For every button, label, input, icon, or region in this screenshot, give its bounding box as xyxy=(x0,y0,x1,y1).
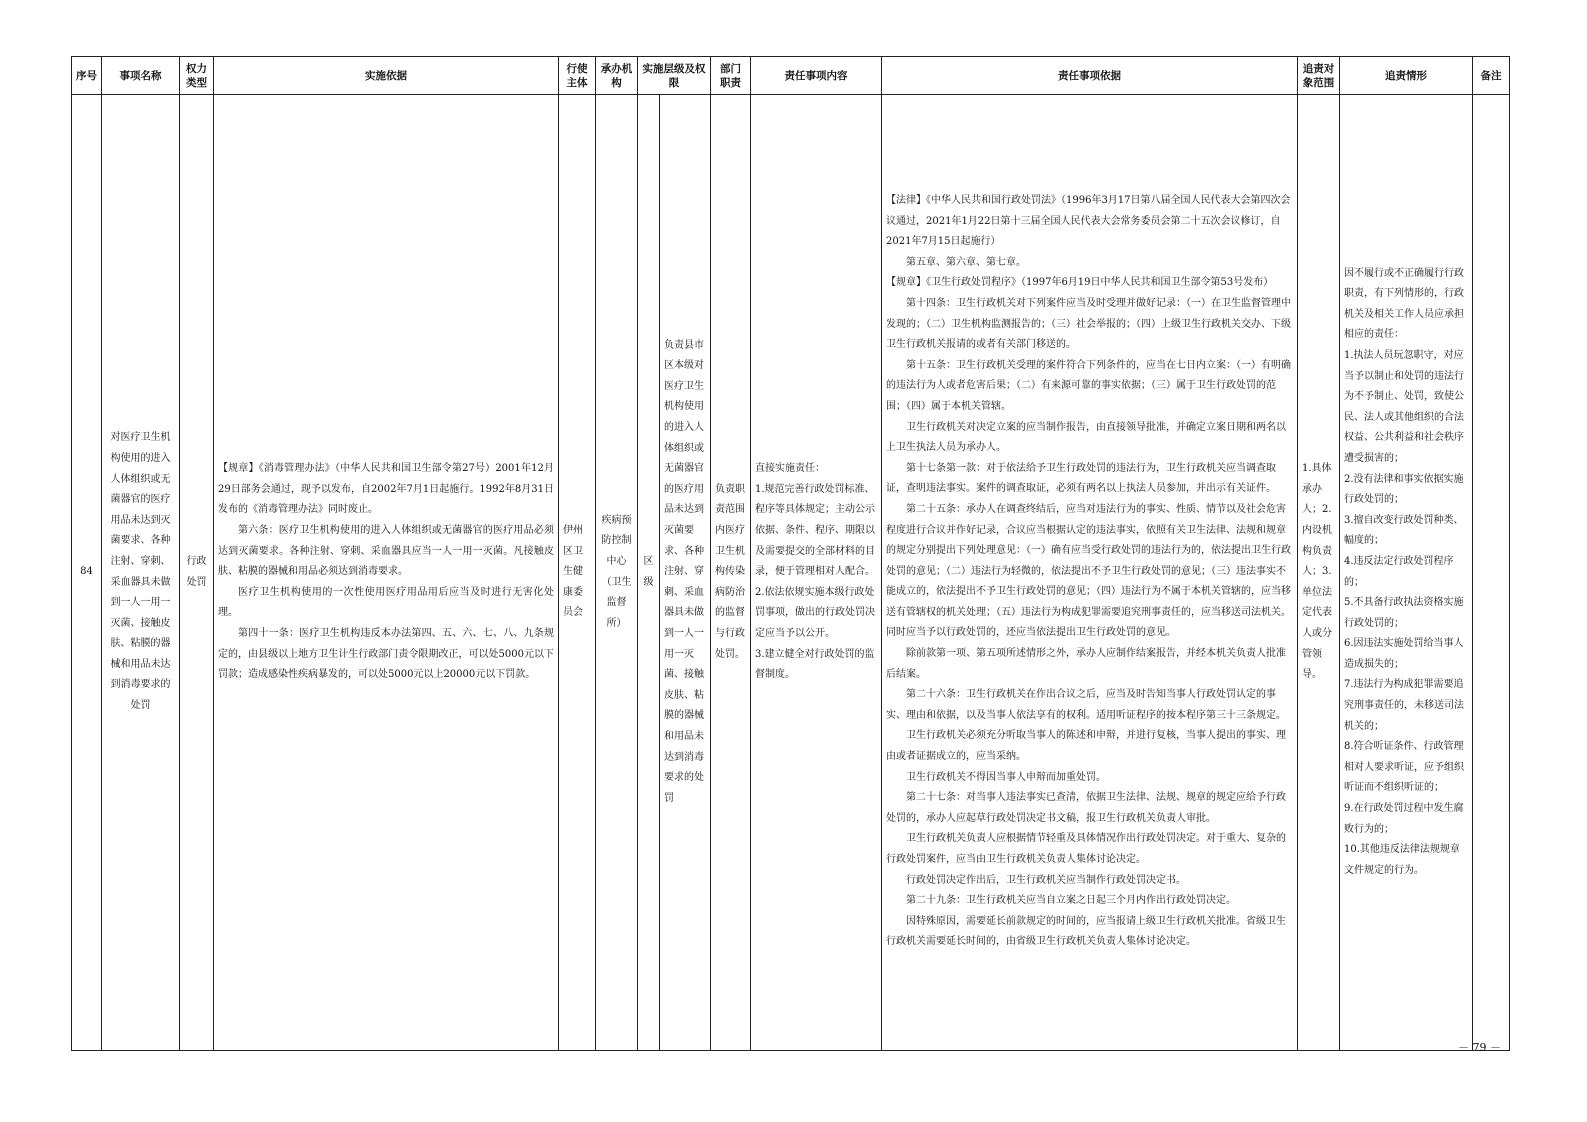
header-row xyxy=(72,57,1510,95)
situation-line: 7.违法行为构成犯罪需要追究刑事责任的，未移送司法机关的； xyxy=(1344,679,1464,732)
resp-basis-paragraph: 第二十七条：对当事人违法事实已查清，依据卫生法律、法规、规章的规定应给予行政处罚的，承办人应起草行政处罚决定书文稿，报卫生行政机关负责人审批。 xyxy=(886,792,1286,824)
header-resp-basis: 责任事项依据 xyxy=(882,57,1298,95)
cell-dept-duty: 负责职责范围内医疗卫生机构传染病防治的监督与行政处罚。 xyxy=(711,95,751,1051)
cell-handler: 疾病预防控制中心（卫生监督所） xyxy=(596,95,638,1051)
situation-line: 4.违反法定行政处罚程序的； xyxy=(1344,555,1454,588)
basis-paragraph: 医疗卫生机构使用的一次性使用医疗用品用后应当及时进行无害化处理。 xyxy=(218,586,554,619)
cell-resp-content xyxy=(751,95,882,1051)
resp-basis-paragraph: 【规章】《卫生行政处罚程序》（1997年6月19日中华人民共和国卫生部令第53号发布） xyxy=(886,277,1274,289)
resp-basis-paragraph: 第十四条：卫生行政机关对下列案件应当及时受理并做好记录：（一）在卫生监督管理中发现的；（二）卫生机构监测报告的；（三）社会举报的；（四）上级卫生行政机关交办、下级卫生行政机关报请的或者有关部门移送的。 xyxy=(886,297,1291,351)
cell-level-desc: 负责县市区本级对医疗卫生机构使用的进入人体组织或无菌器官的医疗用品未达到灭菌要求、各种注射、穿刺、采血器具未做到一人一用一灭菌、接触皮肤、粘膜的器械和用品未达到消毒要求的处罚 xyxy=(660,95,711,1051)
header-situation: 追责情形 xyxy=(1340,57,1473,95)
resp-basis-paragraph: 第十五条：卫生行政机关受理的案件符合下列条件的，应当在七日内立案：（一）有明确的违法行为人或者危害后果；（二）有来源可靠的事实依据；（三）属于卫生行政处罚的范围；（四）属于本机关管辖。 xyxy=(886,359,1291,412)
basis-paragraph: 【规章】《消毒管理办法》（中华人民共和国卫生部令第27号）2001年12月29日部务会通过，现予以发布，自2002年7月1日起施行。1992年8月31日发布的《消毒管理办法》同时废止。 xyxy=(218,463,554,516)
resp-basis-paragraph: 卫生行政机关对决定立案的应当制作报告，由直接领导批准，并确定立案日期和两名以上卫生执法人员为承办人。 xyxy=(886,421,1286,454)
resp-basis-paragraph: 【法律】《中华人民共和国行政处罚法》（1996年3月17日第八届全国人民代表大会第四次会议通过，2021年1月22日第十三届全国人民代表大会常务委员会第二十五次会议修订，自2021年7月15日起施行） xyxy=(886,195,1291,248)
header-remark: 备注 xyxy=(1473,57,1510,95)
header-seq: 序号 xyxy=(72,57,102,95)
basis-paragraph: 第四十一条：医疗卫生机构违反本办法第四、五、六、七、八、九条规定的，由县级以上地方卫生计生行政部门责令限期改正，可以处5000元以下罚款；造成感染性疾病暴发的，可以处5000元以上20000元以下罚款。 xyxy=(218,627,554,681)
situation-line: 8.符合听证条件、行政管理相对人要求听证，应予组织听证而不组织听证的； xyxy=(1344,741,1464,794)
cell-scope: 1.具体承办人；2.内设机构负责人；3.单位法定代表人或分管领导。 xyxy=(1298,95,1340,1051)
cell-remark xyxy=(1473,95,1510,1051)
resp-content-line: 1.规范完善行政处罚标准、程序等具体规定；主动公示依据、条件、程序、期限以及需要提交的全部材料的目录，便于管理相对人配合。 xyxy=(755,483,875,578)
resp-content-text xyxy=(755,459,877,686)
resp-content-line: 3.建立健全对行政处罚的监督制度。 xyxy=(755,648,875,681)
situation-line: 5.不具备行政执法资格实施行政处罚的； xyxy=(1344,597,1464,629)
situation-line: 6.因违法实施处罚给当事人造成损失的； xyxy=(1344,638,1464,670)
situation-line: 3.擅自改变行政处罚种类、幅度的； xyxy=(1344,514,1464,547)
resp-basis-paragraph: 行政处罚决定作出后，卫生行政机关应当制作行政处罚决定书。 xyxy=(906,874,1186,886)
resp-basis-paragraph: 第二十五条：承办人在调查终结后，应当对违法行为的事实、性质、情节以及社会危害程度进行合议并作好记录，合议应当根据认定的违法事实，依照有关卫生法律、法规和规章的规定分别提出下列处理意见：（一）确有应当受行政处罚的违法行为的，依法提出卫生行政处罚的意见；（二）违法行为轻微的，依法提出不予卫生行政处罚的意见；（三）违法事实不能成立的，依法提出不予卫生行政处罚的意见；（四）违法行为不属于本机关管辖的，应当移送有管辖权的机关处理；（五）违法行为构成犯罪需要追究刑事责任的，应当移送司法机关。同时应当予以行政处罚的，还应当依法提出卫生行政处罚的意见。 xyxy=(886,503,1291,639)
responsibility-table xyxy=(71,56,1510,1051)
header-dept-duty: 部门职责 xyxy=(711,57,751,95)
header-resp-content: 责任事项内容 xyxy=(751,57,882,95)
resp-basis-paragraph: 第十七条第一款：对于依法给予卫生行政处罚的违法行为，卫生行政机关应当调查取证，查明违法事实。案件的调查取证，必须有两名以上执法人员参加，并出示有关证件。 xyxy=(886,462,1276,495)
header-power-type: 权力类型 xyxy=(180,57,214,95)
cell-situation xyxy=(1340,95,1473,1051)
resp-content-line: 直接实施责任： xyxy=(755,463,825,475)
header-item-name: 事项名称 xyxy=(102,57,180,95)
cell-resp-basis xyxy=(882,95,1298,1051)
situation-line: 1.执法人员玩忽职守，对应当予以制止和处罚的违法行为不予制止、处罚，致使公民、法人或其他组织的合法权益、公共利益和社会秩序遭受损害的； xyxy=(1344,349,1464,464)
cell-power-type: 行政处罚 xyxy=(180,95,214,1051)
resp-basis-paragraph: 卫生行政机关负责人应根据情节轻重及具体情况作出行政处罚决定。对于重大、复杂的行政处罚案件，应当由卫生行政机关负责人集体讨论决定。 xyxy=(886,833,1286,865)
header-handler: 承办机构 xyxy=(596,57,638,95)
resp-basis-paragraph: 因特殊原因，需要延长前款规定的时间的，应当报请上级卫生行政机关批准。省级卫生行政机关需要延长时间的，由省级卫生行政机关负责人集体讨论决定。 xyxy=(886,915,1286,948)
cell-basis xyxy=(214,95,559,1051)
resp-content-line: 2.依法依规实施本级行政处罚事项，做出的行政处罚决定应当予以公开。 xyxy=(755,586,875,639)
resp-basis-paragraph: 卫生行政机关不得因当事人申辩而加重处罚。 xyxy=(906,771,1106,783)
basis-paragraph: 第六条：医疗卫生机构使用的进入人体组织或无菌器官的医疗用品必须达到灭菌要求。各种注射、穿刺、采血器具应当一人一用一灭菌。凡接触皮肤、粘膜的器械和用品必须达到消毒要求。 xyxy=(218,525,554,578)
situation-text xyxy=(1344,264,1468,882)
situation-line: 因不履行或不正确履行行政职责，有下列情形的，行政机关及相关工作人员应承担相应的责任： xyxy=(1344,267,1464,341)
resp-basis-paragraph: 第二十九条：卫生行政机关应当自立案之日起三个月内作出行政处罚决定。 xyxy=(906,895,1236,907)
cell-level: 区级 xyxy=(638,95,660,1051)
page-number: － 79 － xyxy=(1458,1041,1501,1054)
header-level: 实施层级及权限 xyxy=(638,57,711,95)
header-basis: 实施依据 xyxy=(214,57,559,95)
cell-subject: 伊州区卫生健康委员会 xyxy=(559,95,596,1051)
situation-line: 2.没有法律和事实依据实施行政处罚的； xyxy=(1344,473,1464,506)
cell-seq: 84 xyxy=(72,95,102,1051)
resp-basis-paragraph: 卫生行政机关必须充分听取当事人的陈述和申辩，并进行复核，当事人提出的事实、理由或者证据成立的，应当采纳。 xyxy=(886,730,1286,763)
situation-line: 9.在行政处罚过程中发生腐败行为的； xyxy=(1344,803,1464,835)
resp-basis-paragraph: 第二十六条：卫生行政机关在作出合议之后，应当及时告知当事人行政处罚认定的事实、理由和依据，以及当事人依法享有的权利。适用听证程序的按本程序第三十三条规定。 xyxy=(886,689,1286,721)
header-subject: 行使主体 xyxy=(559,57,596,95)
cell-item-name: 对医疗卫生机构使用的进入人体组织或无菌器官的医疗用品未达到灭菌要求、各种注射、穿刺、采血器具未做到一人一用一灭菌、接触皮肤、粘膜的器械和用品未达到消毒要求的处罚 xyxy=(102,95,180,1051)
resp-basis-paragraph: 除前款第一项、第五项所述情形之外，承办人应制作结案报告，并经本机关负责人批准后结案。 xyxy=(886,648,1286,680)
basis-text xyxy=(218,459,554,686)
resp-basis-paragraph: 第五章、第六章、第七章。 xyxy=(906,256,1026,268)
situation-line: 10.其他违反法律法规规章文件规定的行为。 xyxy=(1344,844,1460,876)
table-row xyxy=(72,95,1510,1051)
resp-basis-text xyxy=(886,95,1293,953)
header-scope: 追责对象范围 xyxy=(1298,57,1340,95)
